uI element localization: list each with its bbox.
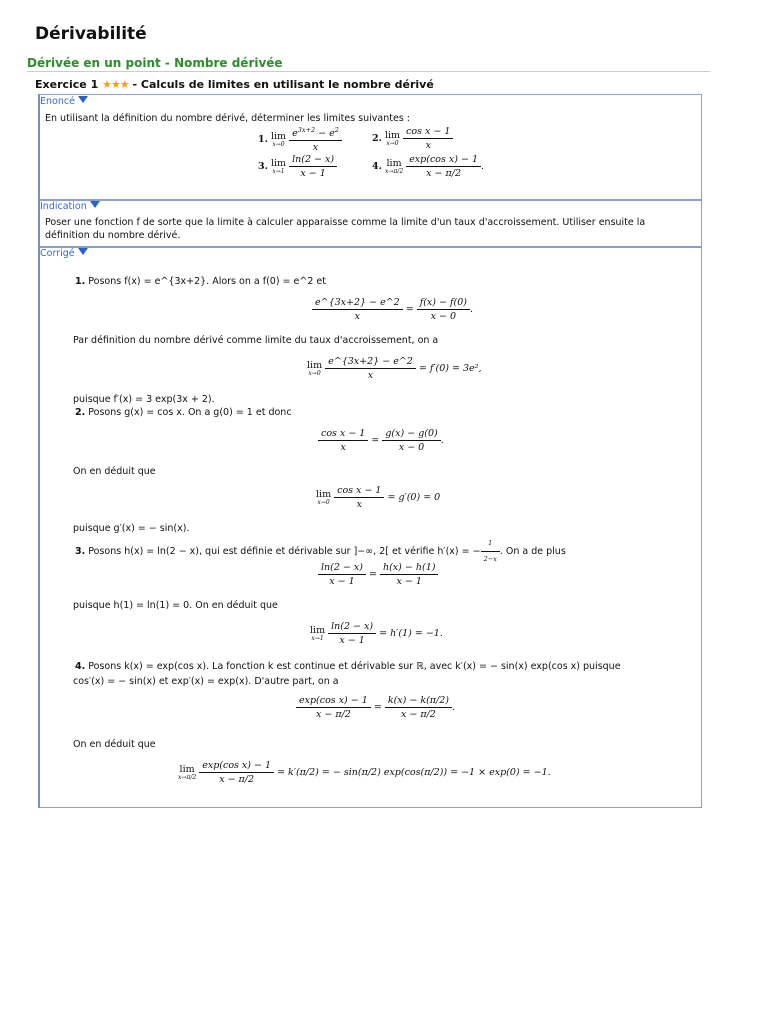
tab-corrige[interactable]	[40, 248, 88, 259]
item-number: 3.	[258, 161, 268, 172]
section-divider	[27, 71, 710, 72]
item-number: 4.	[372, 161, 382, 172]
tab-indication-label: Indication	[40, 201, 87, 212]
lim-operator: lim x→π/2	[384, 158, 404, 175]
tab-corrige-label: Corrigé	[40, 248, 75, 259]
item-number: 1.	[258, 134, 268, 146]
corrige-p2-eq2: lim x→0 $\frac{\text{cos x − 1}}{x}$ = g′(0) = 0	[316, 485, 441, 510]
exercise-label: Exercice 1	[35, 78, 99, 91]
difficulty-stars-icon: ★★★	[102, 78, 129, 91]
corrige-p4-text: 4. Posons k(x) = exp(cos x). La fonction k est continue et dérivable sur ℝ, avec k′(x) = − sin(x) exp(cos x) puisque	[75, 661, 621, 672]
lim-operator: lim x→0	[270, 131, 287, 149]
corrige-p1-eq1: $\frac{e\^{}\{3x+2\} - e\^{}2}{x}$ = $\frac{f(x) - f(0)}{x - 0}$ .	[312, 297, 473, 322]
section-title: Dérivée en un point - Nombre dérivée	[27, 56, 283, 70]
corrige-p3-eq1: $\frac{\ln(2 - x)}{x - 1}$ = $\frac{h(x) - h(1)}{x - 1}$	[318, 562, 438, 587]
corrige-p2-eq1: $\frac{\text{cos x − 1}}{x}$ = $\frac{g(x) - g(0)}{x - 0}$ .	[318, 428, 444, 453]
corrige-p4-eq2: lim x→π/2 $\frac{\text{exp(cos x) − 1}}{x - \pi/2}$ = k′(π/2) = − sin(π/2) exp(cos(π/2)) = −1 × exp(0) = −1.	[178, 760, 551, 785]
enonce-item-3	[258, 154, 337, 179]
triangle-down-icon	[78, 248, 88, 255]
tab-enonce[interactable]	[40, 96, 88, 107]
corrige-p1-mid: Par définition du nombre dérivé comme limite du taux d'accroissement, on a	[73, 335, 439, 346]
fraction: $\frac{\ln(2 - x)}{x - 1}$	[289, 154, 337, 179]
exercise-header	[35, 78, 434, 91]
corrige-p1-eq2: lim x→0 $\frac{e\^{}\{3x+2\} - e\^{}2}{x}$ = f′(0) = 3e²,	[307, 356, 482, 381]
corrige-p2-puisque: puisque g′(x) = − sin(x).	[73, 523, 190, 534]
lim-operator: lim x→0	[384, 130, 401, 147]
fraction: $\frac{\text{exp(cos x) − 1}}{x - \pi/2}$	[406, 154, 481, 179]
corrige-p3-puisque: puisque h(1) = ln(1) = 0. On en déduit que	[73, 600, 278, 611]
enonce-intro: En utilisant la définition du nombre dérivé, déterminer les limites suivantes :	[45, 113, 410, 124]
corrige-p3-text: 3. Posons h(x) = ln(2 − x), qui est définie et dérivable sur ]−∞, 2[ et vérifie h′(x) = − $\frac{1}{2-x}$ . On a de plus	[75, 539, 566, 563]
enonce-item-4: 4. lim x→π/2 $\frac{\text{exp(cos x) − 1}}{x - \pi/2}$ .	[372, 154, 485, 179]
corrige-p2-mid: On en déduit que	[73, 466, 156, 477]
corrige-p4-mid: On en déduit que	[73, 739, 156, 750]
corrige-p1-puisque: puisque f′(x) = 3 exp(3x + 2).	[73, 394, 215, 405]
page-title: Dérivabilité	[35, 24, 147, 44]
lim-operator: lim x→1	[270, 158, 287, 175]
corrige-p4-eq1: $\frac{\text{exp(cos x) − 1}}{x - \pi/2}$ = $\frac{k(x) - k(\pi/2)}{x - \pi/2}$ .	[296, 695, 455, 720]
triangle-down-icon	[90, 201, 100, 208]
enonce-item-2	[372, 126, 453, 151]
tab-enonce-label: Enoncé	[40, 96, 75, 107]
fraction: $\frac{\text{cos x − 1}}{x}$	[403, 126, 453, 151]
indication-text: Poser une fonction f de sorte que la limite à calculer apparaisse comme la limite d'un taux d'accroissement. Utiliser ensuite la définition du nombre dérivé.	[45, 217, 646, 241]
corrige-p4-text-b: cos′(x) = − sin(x) et exp′(x) = exp(x). D'autre part, on a	[73, 676, 339, 687]
triangle-down-icon	[78, 96, 88, 103]
exercise-title: - Calculs de limites en utilisant le nombre dérivé	[132, 78, 434, 91]
tab-indication[interactable]	[40, 201, 100, 212]
enonce-panel	[38, 94, 702, 201]
corrige-p1-text: 1. Posons f(x) = e^{3x+2}. Alors on a f(0) = e^2 et	[75, 276, 326, 287]
enonce-item-1	[258, 126, 342, 153]
corrige-p3-eq2: lim x→1 $\frac{\ln(2 - x)}{x - 1}$ = h′(1) = −1.	[310, 621, 443, 646]
item-number: 2.	[372, 133, 382, 144]
corrige-p2-text: 2. Posons g(x) = cos x. On a g(0) = 1 et donc	[75, 407, 292, 418]
fraction: $\frac{e^{3x+2} - e^2}{x}$	[289, 126, 342, 153]
